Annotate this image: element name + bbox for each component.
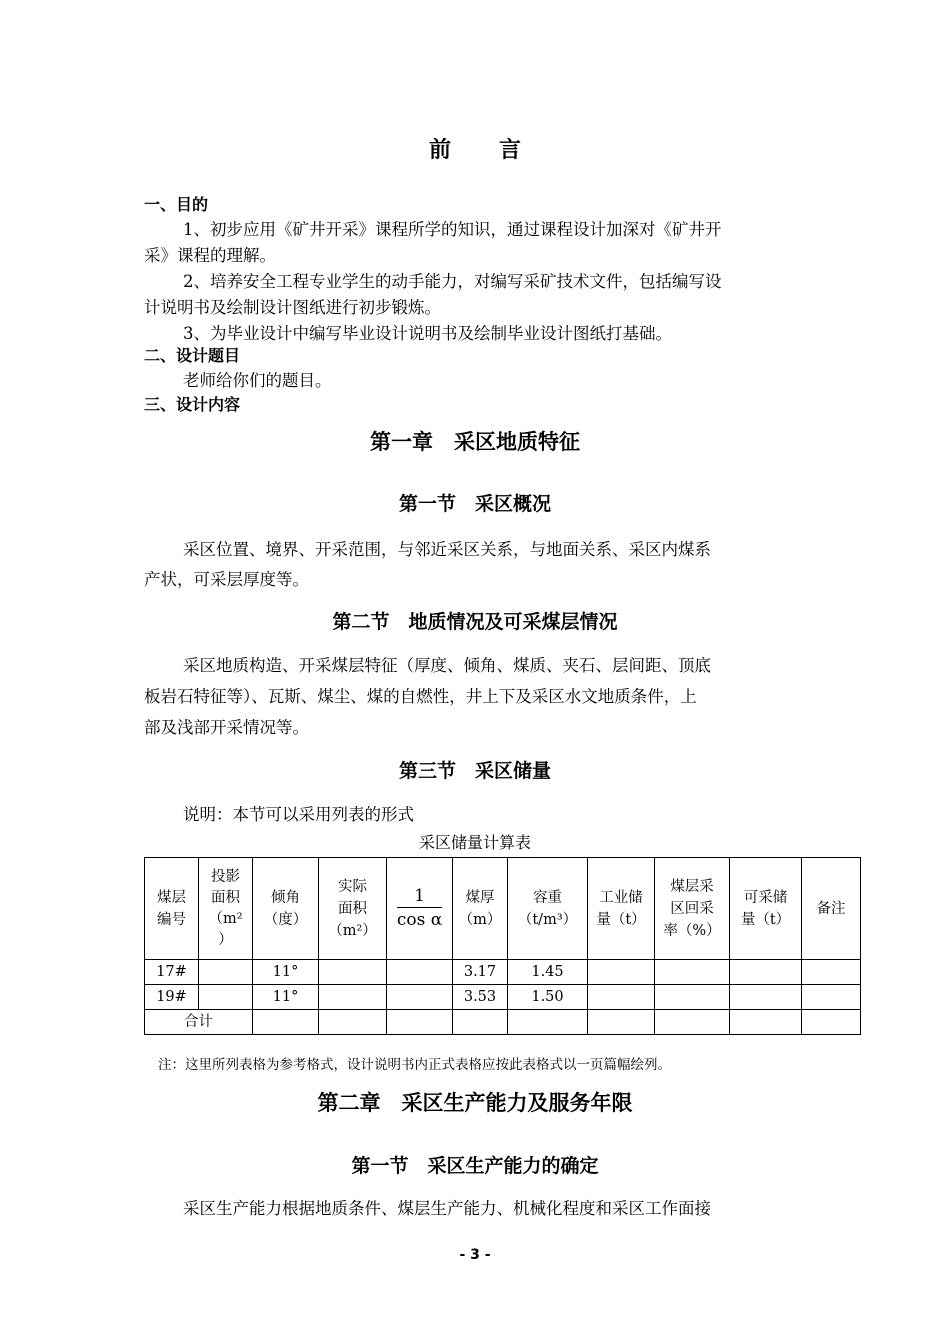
table-footnote: 注：这里所列表格为参考格式，设计说明书内正式表格应按此表格式以一页篇幅绘列。 — [158, 1057, 671, 1073]
cell-density: 1.50 — [508, 985, 588, 1010]
header-cos-fraction — [387, 858, 453, 960]
cell-seam: 19# — [145, 985, 199, 1010]
chapter1-sec3-note: 说明：本节可以采用列表的形式 — [183, 805, 414, 824]
cell-seam: 17# — [145, 960, 199, 985]
cell-thickness: 3.53 — [453, 985, 508, 1010]
content-heading: 三、设计内容 — [144, 395, 241, 414]
chapter1-sec2-line3: 部及浅部开采情况等。 — [144, 718, 309, 737]
purpose-item1-line2: 采》课程的理解。 — [144, 246, 276, 265]
purpose-item1-line1: 1、初步应用《矿井开采》课程所学的知识，通过课程设计加深对《矿井开 — [183, 220, 722, 239]
topic-heading: 二、设计题目 — [144, 346, 241, 365]
header-industrial-reserve: 工业储 量（t） — [588, 858, 655, 960]
chapter2-title: 第二章 采区生产能力及服务年限 — [317, 1091, 633, 1115]
header-recoverable-reserve: 可采储 量（t） — [730, 858, 802, 960]
chapter2-sec1-line1: 采区生产能力根据地质条件、煤层生产能力、机械化程度和采区工作面接 — [183, 1199, 711, 1218]
title-char-left: 前 — [428, 138, 451, 163]
chapter1-title: 第一章 采区地质特征 — [370, 430, 580, 454]
chapter2-sec1-title: 第一节 采区生产能力的确定 — [351, 1155, 599, 1177]
page-number: - 3 - — [459, 1247, 491, 1263]
fraction-numerator: 1 — [397, 885, 442, 908]
header-dip: 倾角 （度） — [253, 858, 319, 960]
header-seam: 煤层 编号 — [145, 858, 199, 960]
cell-dip: 11° — [253, 985, 319, 1010]
fraction-denominator: cos α — [396, 910, 443, 930]
table-caption: 采区储量计算表 — [418, 833, 531, 852]
cell-dip: 11° — [253, 960, 319, 985]
header-recovery-rate: 煤层采 区回采 率（%） — [655, 858, 730, 960]
header-thickness: 煤厚 （m） — [453, 858, 508, 960]
cell-total-label: 合计 — [145, 1010, 253, 1035]
table-total-row — [145, 1010, 861, 1035]
purpose-item2-line2: 计说明书及绘制设计图纸进行初步锻炼。 — [144, 298, 441, 317]
title-char-right: 言 — [499, 138, 522, 163]
chapter1-sec2-line1: 采区地质构造、开采煤层特征（厚度、倾角、煤质、夹石、层间距、顶底 — [183, 656, 711, 675]
page-title — [0, 133, 950, 164]
topic-text: 老师给你们的题目。 — [183, 371, 332, 390]
chapter1-sec1-line2: 产状，可采层厚度等。 — [144, 570, 309, 589]
chapter1-sec2-line2: 板岩石特征等）、瓦斯、煤尘、煤的自燃性，井上下及采区水文地质条件，上 — [144, 687, 697, 706]
table-row — [145, 960, 861, 985]
table-row — [145, 985, 861, 1010]
chapter1-sec1-line1: 采区位置、境界、开采范围，与邻近采区关系，与地面关系、采区内煤系 — [183, 540, 711, 559]
reserve-table — [144, 857, 861, 1035]
chapter1-sec2-title: 第二节 地质情况及可采煤层情况 — [332, 611, 618, 633]
header-projected-area: 投影 面积 （m² ） — [199, 858, 253, 960]
purpose-item2-line1: 2、培养安全工程专业学生的动手能力，对编写采矿技术文件，包括编写设 — [183, 272, 722, 291]
header-density: 容重 （t/m³） — [508, 858, 588, 960]
table-header-row — [145, 858, 861, 960]
purpose-item3: 3、为毕业设计中编写毕业设计说明书及绘制毕业设计图纸打基础。 — [183, 324, 672, 343]
purpose-heading: 一、目的 — [144, 195, 209, 214]
header-remark: 备注 — [802, 858, 861, 960]
header-actual-area: 实际 面积 （m²） — [319, 858, 387, 960]
cell-thickness: 3.17 — [453, 960, 508, 985]
chapter1-sec3-title: 第三节 采区储量 — [398, 760, 551, 782]
cell-density: 1.45 — [508, 960, 588, 985]
chapter1-sec1-title: 第一节 采区概况 — [398, 493, 551, 515]
